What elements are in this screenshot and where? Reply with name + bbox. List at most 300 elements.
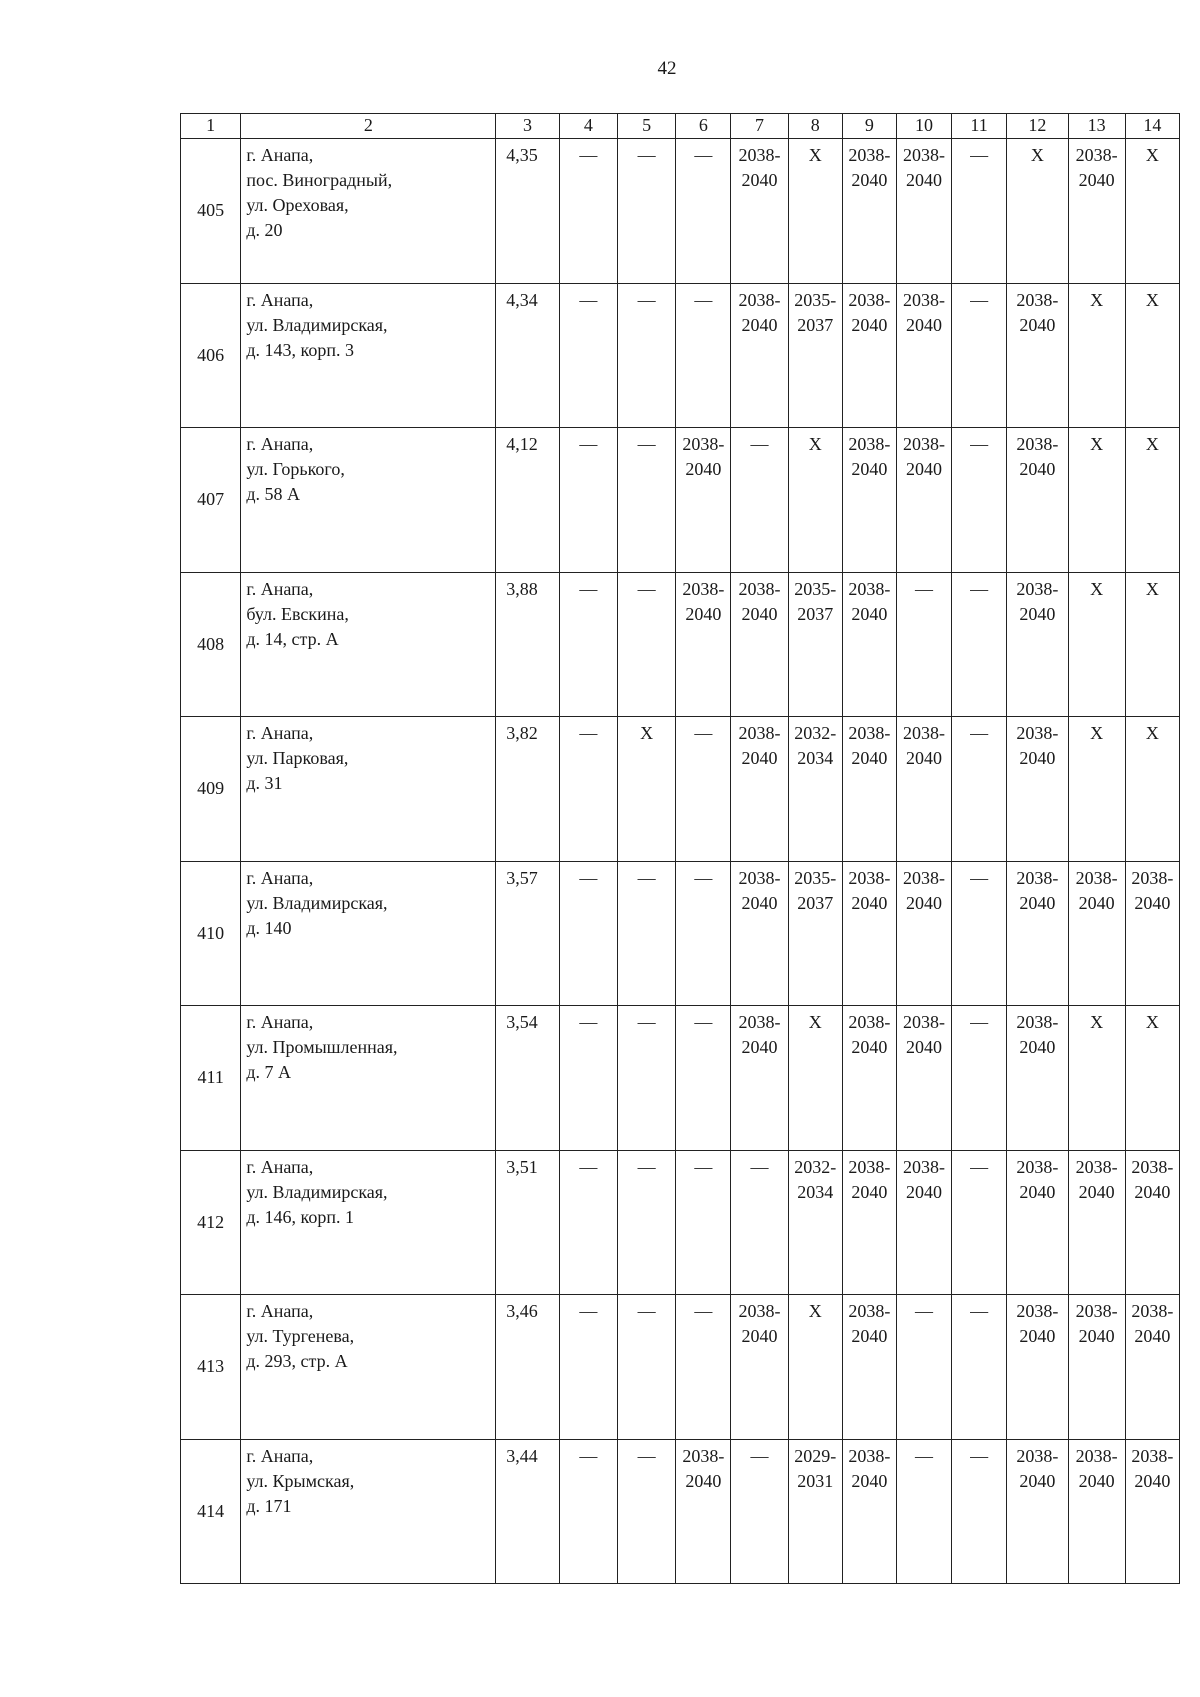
data-cell <box>788 1439 842 1584</box>
address-line: пос. Виноградный, <box>246 170 393 190</box>
column-header: 1 <box>181 114 241 139</box>
data-cell: — <box>559 1150 617 1295</box>
address-line: г. Анапа, <box>246 723 314 743</box>
cell-line: 2038- <box>848 434 891 454</box>
data-cell: — <box>618 139 676 284</box>
data-cell: — <box>618 1150 676 1295</box>
cell-line: 2038- <box>902 289 945 310</box>
cell-line: 2038- <box>1075 1156 1118 1177</box>
data-cell: 3,54 <box>496 1006 559 1151</box>
data-cell <box>1007 1006 1068 1151</box>
address-line: д. 58 А <box>246 484 301 504</box>
cell-line: 2038- <box>1131 1156 1174 1177</box>
cell-line: 2040 <box>741 603 778 624</box>
data-cell <box>1007 428 1068 573</box>
data-cell: 3,82 <box>496 717 559 862</box>
cell-line: 2040 <box>905 170 942 190</box>
data-cell <box>896 428 951 573</box>
data-cell <box>896 861 951 1006</box>
address-cell <box>241 1295 496 1440</box>
cell-line: 2038- <box>1075 145 1118 165</box>
data-cell: X <box>1068 428 1125 573</box>
column-header: 13 <box>1068 114 1125 139</box>
data-cell: 3,51 <box>496 1150 559 1295</box>
address-line: д. 20 <box>246 220 283 240</box>
cell-line: 2040 <box>851 1037 888 1057</box>
cell-line: 2038- <box>848 289 891 310</box>
data-cell: — <box>559 861 617 1006</box>
data-cell <box>896 1006 951 1151</box>
cell-line: 2040 <box>1019 748 1056 768</box>
table-row <box>181 861 1180 1006</box>
cell-line: 2038- <box>1016 289 1059 310</box>
data-cell: X <box>788 139 842 284</box>
data-cell: — <box>618 1295 676 1440</box>
data-cell: — <box>896 1295 951 1440</box>
column-header: 11 <box>952 114 1007 139</box>
cell-line: 2038- <box>682 434 725 454</box>
cell-line: 2038- <box>902 1156 945 1177</box>
column-header: 4 <box>559 114 617 139</box>
data-cell: 4,34 <box>496 283 559 428</box>
data-cell: — <box>952 139 1007 284</box>
data-cell <box>842 1295 896 1440</box>
address-cell <box>241 861 496 1006</box>
data-cell <box>1068 1295 1125 1440</box>
address-line: д. 31 <box>246 773 283 793</box>
data-cell: — <box>676 861 731 1006</box>
data-cell <box>731 1006 788 1151</box>
cell-line: 2040 <box>741 1326 778 1346</box>
table-row <box>181 1006 1180 1151</box>
data-cell <box>1007 717 1068 862</box>
cell-line: 2038- <box>1016 1445 1059 1466</box>
cell-line: 2038- <box>848 1445 891 1466</box>
cell-line: 2040 <box>851 1470 888 1491</box>
table-row <box>181 1439 1180 1584</box>
data-cell: X <box>1125 139 1179 284</box>
cell-line: 2040 <box>1134 1470 1171 1491</box>
row-number: 409 <box>181 717 241 862</box>
cell-line: 2037 <box>797 892 834 913</box>
data-cell <box>731 572 788 717</box>
cell-line: 2038- <box>682 578 725 599</box>
address-line: г. Анапа, <box>246 1012 314 1032</box>
cell-line: 2038- <box>1016 1156 1059 1177</box>
data-cell <box>676 428 731 573</box>
data-cell <box>1068 139 1125 284</box>
address-line: г. Анапа, <box>246 289 314 310</box>
cell-line: 2038- <box>738 578 781 599</box>
cell-line: 2040 <box>685 1470 722 1491</box>
data-cell <box>842 283 896 428</box>
cell-line: 2037 <box>797 603 834 624</box>
data-cell: X <box>1007 139 1068 284</box>
data-cell: — <box>559 139 617 284</box>
data-cell <box>788 717 842 862</box>
data-cell <box>1068 1439 1125 1584</box>
cell-line: 2032- <box>794 723 837 743</box>
address-cell <box>241 1006 496 1151</box>
data-cell: X <box>788 428 842 573</box>
data-cell: — <box>559 283 617 428</box>
data-cell <box>896 717 951 862</box>
address-line: д. 293, стр. А <box>246 1351 348 1371</box>
cell-line: 2040 <box>905 314 942 335</box>
cell-line: 2035- <box>794 289 837 310</box>
cell-line: 2040 <box>1078 892 1115 913</box>
cell-line: 2040 <box>851 314 888 335</box>
data-cell <box>731 139 788 284</box>
cell-line: 2038- <box>848 723 891 743</box>
data-cell: — <box>676 139 731 284</box>
data-cell: — <box>618 428 676 573</box>
cell-line: 2040 <box>1134 892 1171 913</box>
data-cell: — <box>676 717 731 862</box>
data-cell: — <box>952 717 1007 862</box>
data-cell: — <box>618 1439 676 1584</box>
data-cell <box>842 572 896 717</box>
cell-line: 2040 <box>1019 892 1056 913</box>
cell-line: 2038- <box>848 145 891 165</box>
cell-line: 2038- <box>738 1301 781 1321</box>
data-cell <box>1125 1439 1179 1584</box>
data-cell: 3,44 <box>496 1439 559 1584</box>
cell-line: 2040 <box>1019 1326 1056 1346</box>
data-cell <box>1125 1150 1179 1295</box>
cell-line: 2035- <box>794 867 837 888</box>
data-cell: — <box>731 1150 788 1295</box>
row-number: 406 <box>181 283 241 428</box>
address-cell <box>241 283 496 428</box>
data-cell: — <box>731 1439 788 1584</box>
address-cell <box>241 572 496 717</box>
cell-line: 2040 <box>685 603 722 624</box>
cell-line: 2040 <box>851 1181 888 1202</box>
column-header: 10 <box>896 114 951 139</box>
data-cell: X <box>1068 1006 1125 1151</box>
cell-line: 2040 <box>1019 314 1056 335</box>
data-cell <box>896 283 951 428</box>
address-line: д. 14, стр. А <box>246 628 339 649</box>
cell-line: 2037 <box>797 314 834 335</box>
data-cell: X <box>1125 1006 1179 1151</box>
data-cell: 4,12 <box>496 428 559 573</box>
data-cell: — <box>952 1295 1007 1440</box>
cell-line: 2038- <box>848 578 891 599</box>
cell-line: 2040 <box>1078 170 1115 190</box>
data-cell: — <box>952 1006 1007 1151</box>
cell-line: 2038- <box>1075 867 1118 888</box>
cell-line: 2040 <box>741 170 778 190</box>
cell-line: 2032- <box>794 1156 837 1177</box>
address-line: ул. Горького, <box>246 459 345 479</box>
row-number: 414 <box>181 1439 241 1584</box>
address-cell <box>241 1439 496 1584</box>
cell-line: 2040 <box>1019 459 1056 479</box>
cell-line: 2038- <box>682 1445 725 1466</box>
data-cell <box>788 283 842 428</box>
data-cell: 3,88 <box>496 572 559 717</box>
address-line: ул. Тургенева, <box>246 1326 355 1346</box>
address-line: г. Анапа, <box>246 1445 314 1466</box>
data-cell: X <box>1125 572 1179 717</box>
data-cell: — <box>896 572 951 717</box>
data-cell: — <box>559 1439 617 1584</box>
data-cell <box>1125 861 1179 1006</box>
address-line: ул. Парковая, <box>246 748 349 768</box>
address-line: ул. Промышленная, <box>246 1037 398 1057</box>
data-cell: X <box>618 717 676 862</box>
data-cell: 4,35 <box>496 139 559 284</box>
row-number: 412 <box>181 1150 241 1295</box>
data-cell <box>788 861 842 1006</box>
cell-line: 2040 <box>905 459 942 479</box>
cell-line: 2040 <box>905 1181 942 1202</box>
data-cell: — <box>559 572 617 717</box>
cell-line: 2040 <box>851 170 888 190</box>
cell-line: 2040 <box>905 892 942 913</box>
data-cell <box>1068 861 1125 1006</box>
address-line: г. Анапа, <box>246 145 314 165</box>
data-cell: — <box>559 1295 617 1440</box>
cell-line: 2038- <box>848 1301 891 1321</box>
address-line: г. Анапа, <box>246 867 314 888</box>
column-header: 5 <box>618 114 676 139</box>
cell-line: 2038- <box>1075 1445 1118 1466</box>
column-header: 8 <box>788 114 842 139</box>
cell-line: 2038- <box>848 1012 891 1032</box>
data-cell: — <box>676 1295 731 1440</box>
data-cell: X <box>1125 428 1179 573</box>
address-cell <box>241 428 496 573</box>
data-cell: — <box>952 572 1007 717</box>
address-line: г. Анапа, <box>246 578 314 599</box>
cell-line: 2040 <box>1019 1470 1056 1491</box>
data-cell <box>842 1006 896 1151</box>
cell-line: 2038- <box>848 1156 891 1177</box>
cell-line: 2040 <box>741 892 778 913</box>
address-line: г. Анапа, <box>246 1301 314 1321</box>
cell-line: 2038- <box>1131 1445 1174 1466</box>
cell-line: 2040 <box>741 748 778 768</box>
table-row <box>181 717 1180 862</box>
cell-line: 2038- <box>902 867 945 888</box>
cell-line: 2034 <box>797 1181 834 1202</box>
data-cell: — <box>952 861 1007 1006</box>
cell-line: 2038- <box>1131 1301 1174 1321</box>
data-cell <box>1007 283 1068 428</box>
data-cell <box>731 717 788 862</box>
cell-line: 2040 <box>851 603 888 624</box>
address-line: бул. Евскина, <box>246 603 349 624</box>
data-cell: — <box>559 1006 617 1151</box>
cell-line: 2038- <box>1075 1301 1118 1321</box>
address-line: ул. Владимирская, <box>246 314 388 335</box>
column-header: 14 <box>1125 114 1179 139</box>
cell-line: 2038- <box>902 145 945 165</box>
data-cell <box>842 1150 896 1295</box>
cell-line: 2029- <box>794 1445 837 1466</box>
row-number: 413 <box>181 1295 241 1440</box>
address-cell <box>241 139 496 284</box>
data-cell <box>896 1150 951 1295</box>
data-cell: X <box>1068 717 1125 862</box>
data-cell <box>842 139 896 284</box>
address-line: ул. Владимирская, <box>246 1181 388 1202</box>
table-body <box>181 139 1180 1584</box>
cell-line: 2038- <box>902 1012 945 1032</box>
cell-line: 2040 <box>1134 1326 1171 1346</box>
cell-line: 2040 <box>741 1037 778 1057</box>
cell-line: 2040 <box>1134 1181 1171 1202</box>
table-header <box>181 114 1180 139</box>
cell-line: 2040 <box>1019 603 1056 624</box>
data-cell: X <box>1125 283 1179 428</box>
cell-line: 2040 <box>851 459 888 479</box>
data-cell <box>842 428 896 573</box>
data-cell: — <box>559 717 617 862</box>
data-cell <box>1007 1150 1068 1295</box>
cell-line: 2038- <box>1016 867 1059 888</box>
cell-line: 2038- <box>738 289 781 310</box>
cell-line: 2040 <box>1078 1470 1115 1491</box>
table-row <box>181 139 1180 284</box>
data-cell <box>842 717 896 862</box>
cell-line: 2040 <box>851 1326 888 1346</box>
header-row <box>181 114 1180 139</box>
data-cell: X <box>1125 717 1179 862</box>
cell-line: 2040 <box>851 748 888 768</box>
cell-line: 2038- <box>1016 434 1059 454</box>
cell-line: 2038- <box>902 723 945 743</box>
table-row <box>181 1150 1180 1295</box>
cell-line: 2038- <box>1131 867 1174 888</box>
cell-line: 2040 <box>1019 1037 1056 1057</box>
cell-line: 2040 <box>851 892 888 913</box>
address-cell <box>241 717 496 862</box>
cell-line: 2038- <box>738 867 781 888</box>
column-header: 9 <box>842 114 896 139</box>
data-cell: — <box>559 428 617 573</box>
cell-line: 2038- <box>1016 1301 1059 1321</box>
data-cell: — <box>618 572 676 717</box>
address-line: д. 171 <box>246 1495 292 1516</box>
data-cell <box>788 572 842 717</box>
column-header: 7 <box>731 114 788 139</box>
column-header: 12 <box>1007 114 1068 139</box>
data-cell <box>1125 1295 1179 1440</box>
data-cell: — <box>731 428 788 573</box>
address-line: д. 146, корп. 1 <box>246 1206 354 1227</box>
data-cell: X <box>1068 283 1125 428</box>
column-header: 2 <box>241 114 496 139</box>
page-number: 42 <box>657 58 677 79</box>
address-line: д. 7 А <box>246 1062 292 1082</box>
column-header: 6 <box>676 114 731 139</box>
cell-line: 2040 <box>1078 1326 1115 1346</box>
cell-line: 2040 <box>685 459 722 479</box>
data-cell: — <box>952 428 1007 573</box>
cell-line: 2040 <box>1078 1181 1115 1202</box>
cell-line: 2038- <box>902 434 945 454</box>
data-cell: — <box>952 1150 1007 1295</box>
address-line: д. 143, корп. 3 <box>246 339 354 360</box>
address-cell <box>241 1150 496 1295</box>
data-cell <box>1007 572 1068 717</box>
address-line: ул. Владимирская, <box>246 892 388 913</box>
address-line: ул. Крымская, <box>246 1470 355 1491</box>
data-cell: 3,46 <box>496 1295 559 1440</box>
data-cell: — <box>676 283 731 428</box>
data-cell: — <box>618 283 676 428</box>
address-line: г. Анапа, <box>246 1156 314 1177</box>
row-number: 405 <box>181 139 241 284</box>
data-cell <box>1068 1150 1125 1295</box>
cell-line: 2038- <box>1016 723 1059 743</box>
data-cell: — <box>952 1439 1007 1584</box>
row-number: 407 <box>181 428 241 573</box>
data-cell <box>842 861 896 1006</box>
data-cell <box>842 1439 896 1584</box>
cell-line: 2038- <box>848 867 891 888</box>
cell-line: 2040 <box>905 748 942 768</box>
cell-line: 2038- <box>738 145 781 165</box>
cell-line: 2034 <box>797 748 834 768</box>
cell-line: 2038- <box>738 723 781 743</box>
data-cell: — <box>618 1006 676 1151</box>
data-cell: — <box>676 1006 731 1151</box>
cell-line: 2038- <box>738 1012 781 1032</box>
address-line: ул. Ореховая, <box>246 195 349 215</box>
address-line: г. Анапа, <box>246 434 314 454</box>
data-cell: 3,57 <box>496 861 559 1006</box>
row-number: 410 <box>181 861 241 1006</box>
row-number: 408 <box>181 572 241 717</box>
data-cell: — <box>896 1439 951 1584</box>
cell-line: 2035- <box>794 578 837 599</box>
data-cell <box>676 1439 731 1584</box>
data-cell <box>896 139 951 284</box>
cell-line: 2040 <box>741 314 778 335</box>
table-row <box>181 1295 1180 1440</box>
data-cell: — <box>618 861 676 1006</box>
cell-line: 2040 <box>1019 1181 1056 1202</box>
cell-line: 2040 <box>905 1037 942 1057</box>
table-row <box>181 428 1180 573</box>
data-cell <box>1007 1439 1068 1584</box>
address-line: д. 140 <box>246 917 292 938</box>
data-cell <box>1007 1295 1068 1440</box>
data-cell: — <box>952 283 1007 428</box>
data-cell <box>788 1150 842 1295</box>
cell-line: 2031 <box>797 1470 834 1491</box>
cell-line: 2038- <box>1016 578 1059 599</box>
data-cell <box>731 861 788 1006</box>
data-cell: X <box>788 1295 842 1440</box>
data-cell <box>731 1295 788 1440</box>
register-table <box>180 113 1180 1584</box>
cell-line: 2038- <box>1016 1012 1059 1032</box>
data-cell: X <box>788 1006 842 1151</box>
column-header: 3 <box>496 114 559 139</box>
data-cell <box>676 572 731 717</box>
table-row <box>181 283 1180 428</box>
data-cell <box>1007 861 1068 1006</box>
table-row <box>181 572 1180 717</box>
data-cell <box>731 283 788 428</box>
row-number: 411 <box>181 1006 241 1151</box>
